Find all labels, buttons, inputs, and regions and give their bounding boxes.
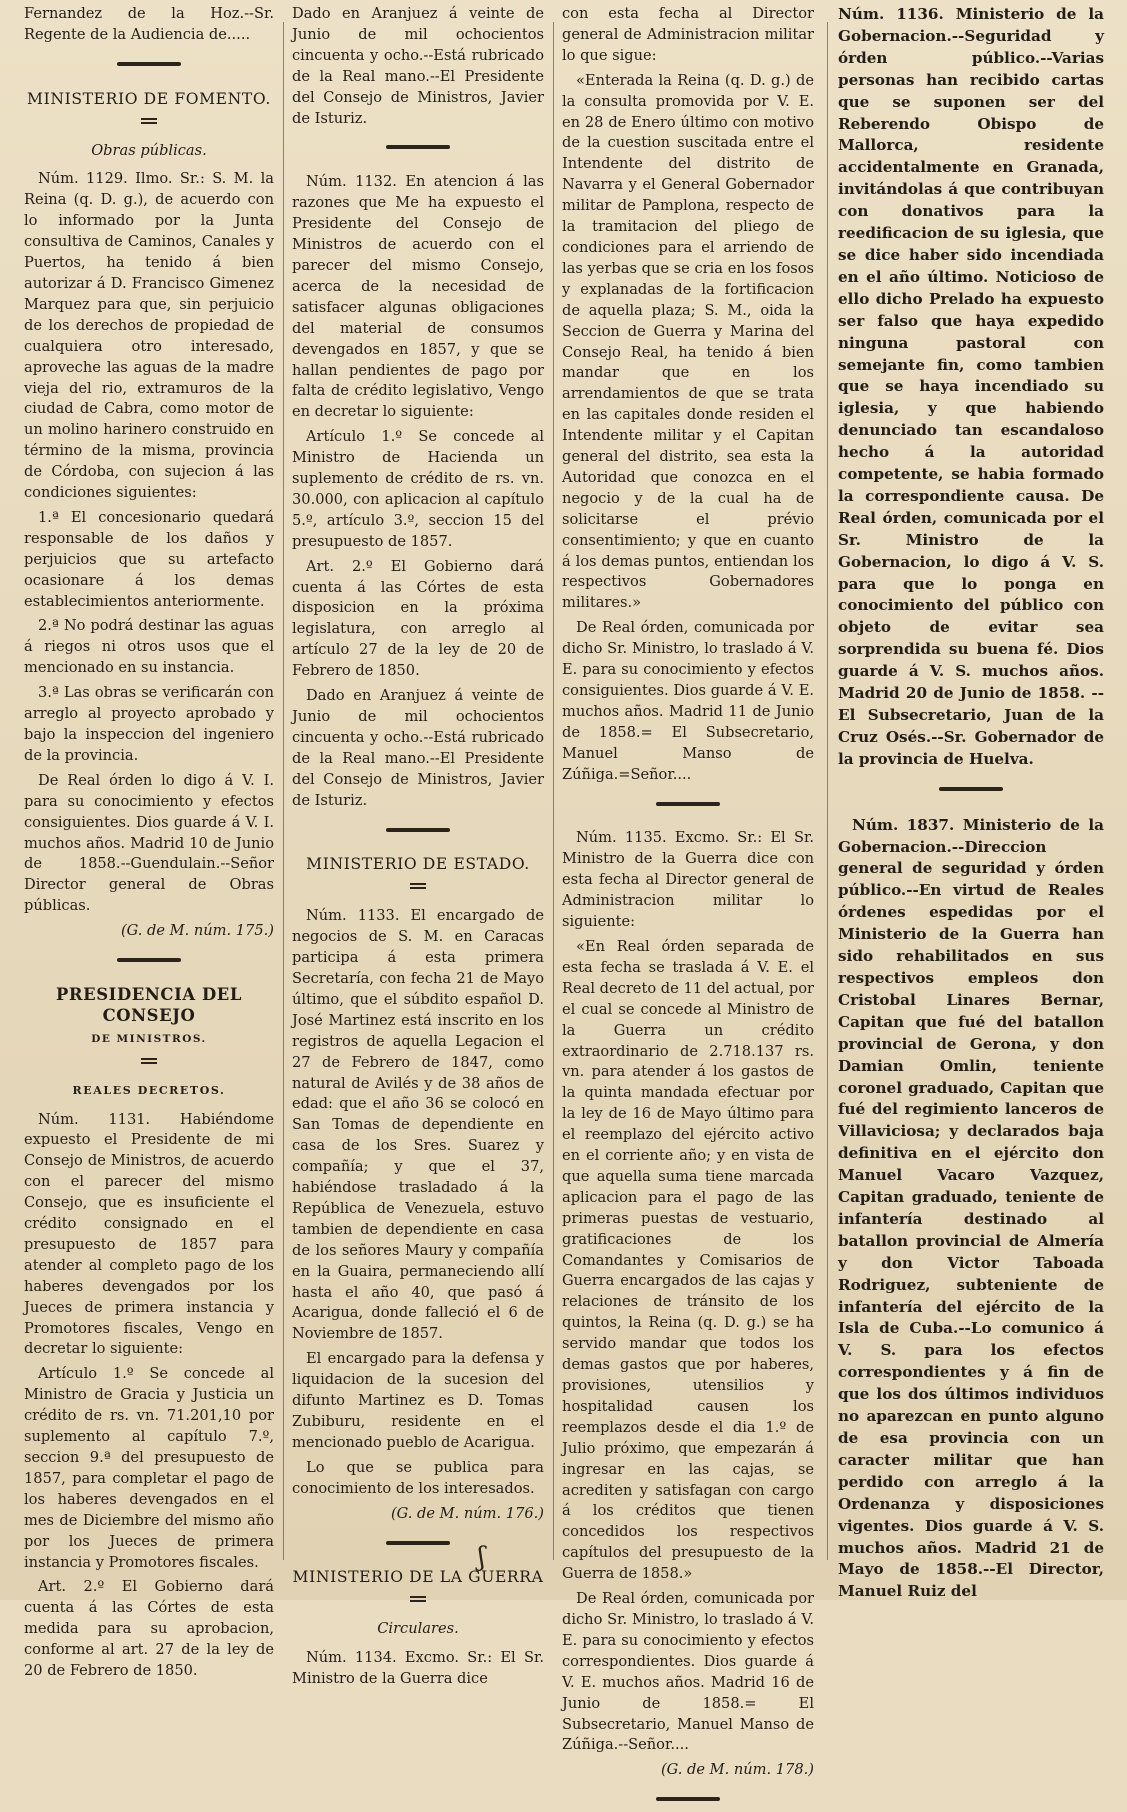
article-1131: Núm. 1131. Habiéndome expuesto el Presidente de mi Consejo de Ministros, de acuerdo con el parecer del mismo Consejo, que es insuficiente el crédito consignado en el presupuesto de 1857 para atender al completo pago de los haberes devengados por los Jueces de primera instancia y Promotores fiscales, Vengo en decretar lo siguiente: <box>24 1110 274 1358</box>
section-separator <box>562 796 814 817</box>
condition-1: 1.ª El concesionario quedará responsable de los daños y perjuicios que su artefacto ocasionare á los demas establecimientos anteriormente. <box>24 508 274 610</box>
quoted-order-2: «En Real órden separada de esta fecha se traslada á V. E. el Real decreto de 11 del actual, por el cual se concede al Ministro de la Guerra un crédito extraordinario de 2.718.137 rs. vn. para atender á los gastos de la quinta mandada efectuar por la ley de 16 de Mayo último para el reemplazo del ejército activo en el corriente año; y en vista de que aquella suma tiene marcada aplicacion para el pago de las primeras puestas de vestuario, gratificaciones de los Comandantes y Comisarios de Guerra encargados de las cajas y relaciones de tránsito de los quintos, la Reina (q. D. g.) se ha servido mandar que todos los demas gastos que por haberes, provisiones, utensilios y hospitalidad causen los reemplazos desde el dia 1.º de Julio próximo, que empezarán á ingresar en las cajas, se acrediten y satisfagan con cargo á los créditos que tienen concedidos los respectivos capítulos del presupuesto de la Guerra de 1858.» <box>562 937 814 1583</box>
article-1136: Núm. 1136. Ministerio de la Gobernacion.--Seguridad y órden público.--Varias personas han recibido cartas que se suponen ser del Reberendo Obispo de Mallorca, residente accidentalmente en Granada, invitándolas á que contribuyan con donativos para la reedificacion de su iglesia, que se dice haber sido incendiada en el año último. Noticioso de ello dicho Prelado ha expuesto ser falso que haya expedido ninguna pastoral con semejante fin, como tambien que se haya incendiado su iglesia, y que habiendo denunciado tan escandaloso hecho á la autoridad competente, se habia formado la correspondiente causa. De Real órden, comunicada por el Sr. Ministro de la Gobernacion, lo digo á V. S. para que lo ponga en conocimiento del público con objeto de evitar sea sorprendida su buena fé. Dios guarde á V. S. muchos años. Madrid 20 de Junio de 1858. --El Subsecretario, Juan de la Cruz Osés.--Sr. Gobernador de la provincia de Huelva. <box>838 5 1104 768</box>
section-separator <box>562 1791 814 1812</box>
gazette-citation: (G. de M. núm. 178.) <box>660 1761 814 1779</box>
subheading-circulares: Circulares. <box>377 1620 459 1638</box>
continuation-text: con esta fecha al Director general de Administracion militar lo que sigue: <box>562 5 814 64</box>
column-1 <box>18 4 280 1680</box>
subheading-obras-publicas: Obras públicas. <box>91 141 207 159</box>
heading-ministerio-guerra: MINISTERIO DE LA GUERRA <box>292 1568 544 1587</box>
continuation-text: Dado en Aranjuez á veinte de Junio de mil ochocientos cincuenta y ocho.--Está rubricado de la Real mano.--El Presidente del Consejo de Ministros, Javier de Isturiz. <box>292 5 544 127</box>
heading-ministerio-estado: MINISTERIO DE ESTADO. <box>306 855 530 874</box>
section-separator <box>292 822 544 843</box>
double-rule <box>24 114 274 135</box>
article-1133: Núm. 1133. El encargado de negocios de S. M. en Caracas participa á esta primera Secretaría, con fecha 21 de Mayo último, que el súbdito español D. José Martinez está inscrito en los registros de aquella Legacion el 27 de Febrero de 1847, como natural de Avilés y de 38 años de edad: que el año 36 se colocó en San Tomas de dependiente en casa de los Sres. Suarez y compañía; y que el 37, habiéndose trasladado á la República de Venezuela, estuvo tambien de dependiente en casa de los señores Maury y compañía en la Guaira, permaneciendo allí hasta el año 40, que pasó á Acarigua, donde falleció el 6 de Noviembre de 1857. <box>292 907 544 1343</box>
real-orden-text: De Real órden, comunicada por dicho Sr. Ministro, lo traslado á V. E. para su conocimiento y efectos correspondientes. Dios guarde á V. E. muchos años. Madrid 16 de Junio de 1858.= El Subsecretario, Manuel Manso de Zúñiga.--Señor.... <box>562 1590 814 1754</box>
column-2 <box>286 4 550 1688</box>
heading-ministerio-fomento: MINISTERIO DE FOMENTO. <box>27 89 271 108</box>
decree-article-1: Artículo 1.º Se concede al Ministro de Gracia y Justicia un crédito de rs. vn. 71.201,10 por suplemento al capítulo 7.º, seccion 9.ª del presupuesto de 1857, para completar el pago de los haberes devengados en el mes de Diciembre del mismo año por los Jueces de primera instancia y Promotores fiscales. <box>24 1365 274 1571</box>
gazette-citation: (G. de M. núm. 176.) <box>390 1504 544 1522</box>
column-rule <box>283 22 284 1560</box>
article-1134: Núm. 1134. Excmo. Sr.: El Sr. Ministro de la Guerra dice <box>292 1649 544 1688</box>
double-rule <box>24 1054 274 1075</box>
article-1129: Núm. 1129. Ilmo. Sr.: S. M. la Reina (q. D. g.), de acuerdo con lo informado por la Junta consultiva de Caminos, Canales y Puertos, ha tenido á bien autorizar á D. Francisco Gimenez Marquez para que, sin perjuicio de los derechos de propiedad de cualquiera otro interesado, aproveche las aguas de la madre vieja del rio, extramuros de la ciudad de Cabra, como motor de un molino harinero construido en término de la misma, provincia de Córdoba, con sujecion á las condiciones siguientes: <box>24 170 274 502</box>
decree-article-1: Artículo 1.º Se concede al Ministro de Hacienda un suplemento de crédito de rs. vn. 30.000, con aplicacion al capítulo 5.º, artículo 3.º, seccion 15 del presupuesto de 1857. <box>292 428 544 550</box>
section-separator <box>838 781 1104 803</box>
article-1837: Núm. 1837. Ministerio de la Gobernacion.--Direccion general de seguridad y órden público.--En virtud de Reales órdenes espedidas por el Ministerio de la Guerra han sido rehabilitados en sus respectivos empleos don Cristobal Linares Bernar, Capitan que fué del batallon provincial de Gerona, y don Damian Omlin, teniente coronel graduado, Capitan que fué del regimiento lanceros de Villaviciosa; y declarados baja definitiva en el ejército don Manuel Vacaro Vazquez, Capitan graduado, teniente de infantería destinado al batallon provincial de Almería y don Victor Taboada Rodriguez, subteniente de infantería del ejército de la Isla de Cuba.--Lo comunico á V. S. para los efectos correspondientes y á fin de que los dos últimos individuos no aparezcan en punto alguno de esa provincia con un caracter militar que han perdido con arreglo á la Ordenanza y disposiciones vigentes. Dios guarde á V. S. muchos años. Madrid 21 de Mayo de 1858.--El Director, Manuel Ruiz del <box>838 815 1104 1601</box>
column-3 <box>556 4 820 1779</box>
paragraph-publica: Lo que se publica para conocimiento de los interesados. <box>292 1458 544 1497</box>
real-orden-text: De Real órden lo digo á V. I. para su conocimiento y efectos consiguientes. Dios guarde á V. I. muchos años. Madrid 10 de Junio de 1858.--Guendulain.--Señor Director general de Obras públicas. <box>24 771 274 915</box>
section-separator <box>292 139 544 160</box>
double-rule <box>292 879 544 900</box>
article-1135: Núm. 1135. Excmo. Sr.: El Sr. Ministro de la Guerra dice con esta fecha al Director general de Administracion militar lo siguiente: <box>562 829 814 931</box>
real-orden-text: De Real órden, comunicada por dicho Sr. Ministro, lo traslado á V. E. para su conocimiento y efectos consiguientes. Dios guarde á V. E. muchos años. Madrid 11 de Junio de 1858.= El Subsecretario, Manuel Manso de Zúñiga.=Señor.... <box>562 619 814 783</box>
section-separator <box>24 952 274 973</box>
subheading-de-ministros: DE MINISTROS. <box>91 1032 207 1045</box>
dado-en-aranjuez: Dado en Aranjuez á veinte de Junio de mil ochocientos cincuenta y ocho.--Está rubricado de la Real mano.--El Presidente del Consejo de Ministros, Javier de Isturiz. <box>292 687 544 809</box>
subheading-reales-decretos: REALES DECRETOS. <box>72 1083 226 1097</box>
column-4 <box>832 4 1110 1601</box>
quoted-order-1: «Enterada la Reina (q. D. g.) de la consulta promovida por V. E. en 28 de Enero último con motivo de la cuestion suscitada entre el Intendente del distrito de Navarra y el General Gobernador militar de Pamplona, respecto de la tramitacion del pliego de condiciones para el arriendo de las yerbas que se cria en los fosos y explanadas de la fortificacion de aquella plaza; S. M., oida la Seccion de Guerra y Marina del Consejo Real, ha tenido á bien mandar que en los arrendamientos de que se trata en las capitales donde residen el Intendente militar y el Capitan general del distrito, sea esta la Autoridad que conozca en el negocio y de la cual ha de solicitarse el prévio consentimiento; y que en cuanto á los demas puntos, entiendan los respectivos Gobernadores militares.» <box>562 71 814 612</box>
column-rule <box>827 22 828 1560</box>
continuation-text: Fernandez de la Hoz.--Sr. Regente de la Audiencia de..... <box>24 5 274 43</box>
paragraph-encargado: El encargado para la defensa y liquidacion de la sucesion del difunto Martinez es D. Tomas Zubiburu, residente en el mencionado pueblo de Acarigua. <box>292 1350 544 1451</box>
double-rule <box>292 1592 544 1613</box>
gazette-citation: (G. de M. núm. 175.) <box>120 922 274 940</box>
article-1132: Núm. 1132. En atencion á las razones que Me ha expuesto el Presidente del Consejo de Ministros de acuerdo con el parecer del mismo Consejo, acerca de la necesidad de satisfacer algunas obligaciones del material de consumos devengados en 1857, y que se hallan pendientes de pago por falta de crédito legislativo, Vengo en decretar lo siguiente: <box>292 173 544 421</box>
section-separator <box>24 56 274 77</box>
condition-3: 3.ª Las obras se verificarán con arreglo al proyecto aprobado y bajo la inspeccion del ingeniero de la provincia. <box>24 684 274 764</box>
decree-article-2: Art. 2.º El Gobierno dará cuenta á las Córtes de esta disposicion en la próxima legislatura, con arreglo al artículo 27 de la ley de 20 de Febrero de 1850. <box>292 557 544 680</box>
heading-presidencia: PRESIDENCIA DEL CONSEJO <box>56 984 242 1025</box>
page-folio-mark: ʃ <box>478 1542 486 1572</box>
column-rule <box>553 22 554 1560</box>
section-separator <box>292 1535 544 1556</box>
condition-2: 2.ª No podrá destinar las aguas á riegos ni otros usos que el mencionado en su instancia. <box>24 617 274 677</box>
decree-article-2: Art. 2.º El Gobierno dará cuenta á las Córtes de esta medida para su aprobacion, conforme al art. 27 de la ley de 20 de Febrero de 1850. <box>24 1578 274 1680</box>
